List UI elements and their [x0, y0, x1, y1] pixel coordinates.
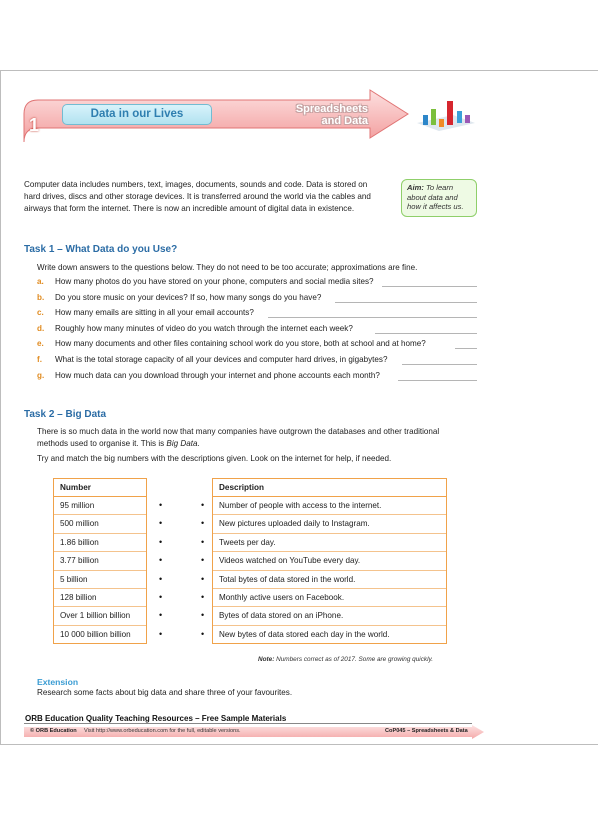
footer-product-code: CoP045 – Spreadsheets & Data	[385, 728, 468, 734]
answer-line[interactable]	[382, 286, 477, 287]
match-dot-left[interactable]: •	[159, 518, 163, 529]
task1-heading: Task 1 – What Data do you Use?	[24, 244, 178, 255]
question-letter: e.	[37, 339, 44, 349]
bar-chart-illustration-icon	[413, 95, 477, 135]
answer-line[interactable]	[375, 333, 477, 334]
subject-line-1: Spreadsheets	[295, 103, 368, 115]
task2-paragraph-b: .	[197, 438, 200, 448]
description-cell: Monthly active users on Facebook.	[213, 589, 446, 607]
number-cell: 3.77 billion	[54, 552, 146, 570]
extension-heading: Extension	[37, 677, 79, 687]
match-dot-left[interactable]: •	[159, 536, 163, 547]
question-row	[37, 355, 477, 367]
match-dot-right[interactable]: •	[201, 500, 205, 510]
answer-line[interactable]	[455, 348, 477, 349]
question-letter: a.	[37, 277, 44, 286]
question-letter: d.	[37, 323, 45, 333]
match-dot-left[interactable]: •	[159, 573, 163, 584]
task2-instructions: Try and match the big numbers with the descriptions given. Look on the internet for help, if needed.	[37, 454, 392, 463]
table-note	[258, 656, 433, 663]
match-dot-right[interactable]: •	[201, 592, 205, 602]
question-row	[37, 339, 477, 351]
number-cell: 500 million	[54, 515, 146, 533]
question-row	[37, 371, 477, 383]
description-header: Description	[213, 479, 446, 497]
footer-copyright: © ORB Education	[30, 728, 77, 734]
number-table	[53, 478, 147, 644]
extension-text: Research some facts about big data and share three of your favourites.	[37, 688, 293, 697]
question-text: What is the total storage capacity of all your devices and computer hard drives, in gigabytes?	[55, 355, 388, 364]
match-dot-right[interactable]: •	[201, 610, 205, 621]
question-text: How many emails are sitting in all your email accounts?	[55, 308, 254, 318]
aim-label: Aim:	[407, 183, 424, 192]
task2-paragraph	[37, 426, 467, 449]
note-label: Note:	[258, 656, 275, 663]
intro-paragraph: Computer data includes numbers, text, images, documents, sounds and code. Data is stored on hard drives, discs and other storage devices. It is transferred around the world via the cables and airways that form the internet. There is now an incredible amount of digital data in existence.	[24, 180, 371, 213]
answer-line[interactable]	[335, 302, 477, 303]
number-cell: 1.86 billion	[54, 534, 146, 552]
match-dot-right[interactable]: •	[201, 628, 205, 639]
description-cell: Tweets per day.	[213, 534, 446, 552]
question-letter: c.	[37, 308, 44, 318]
match-dot-left[interactable]: •	[159, 500, 163, 510]
number-cell: 10 000 billion billion	[60, 629, 131, 639]
task2-heading: Task 2 – Big Data	[24, 409, 107, 420]
number-cell: Over 1 billion billion	[54, 607, 146, 625]
description-cell: Total bytes of data stored in the world.	[213, 571, 446, 589]
answer-line[interactable]	[268, 317, 477, 318]
question-row	[37, 277, 477, 289]
match-dot-right[interactable]: •	[201, 573, 205, 584]
footer-title: ORB Education Quality Teaching Resources – Free Sample Materials	[25, 714, 287, 723]
question-text: How much data can you download through your internet and phone accounts each month?	[55, 370, 380, 380]
description-cell: New bytes of data stored each day in the world.	[219, 629, 390, 639]
number-header: Number	[54, 479, 146, 497]
task2-paragraph-a: There is so much data in the world now that many companies have outgrown the databases and other traditional methods used to organise it. This is	[37, 427, 440, 448]
subject-line-2: and Data	[321, 115, 368, 127]
match-dot-left[interactable]: •	[159, 592, 163, 602]
aim-callout	[401, 179, 477, 217]
answer-line[interactable]	[398, 380, 477, 381]
match-dot-right[interactable]: •	[201, 555, 205, 566]
description-cell: New pictures uploaded daily to Instagram.	[213, 515, 446, 533]
match-dot-right[interactable]: •	[201, 536, 205, 547]
number-cell: 128 billion	[54, 589, 146, 607]
footer-divider	[24, 723, 472, 724]
question-row	[37, 308, 477, 320]
description-cell: Videos watched on YouTube every day.	[213, 552, 446, 570]
question-row	[37, 324, 477, 336]
description-cell: Bytes of data stored on an iPhone.	[213, 607, 446, 625]
question-letter: g.	[37, 370, 45, 380]
footer-visit-link[interactable]: Visit http://www.orbeducation.com for the full, editable versions.	[84, 728, 241, 734]
description-table	[212, 478, 447, 644]
aim-text: To learn about data and how it affects us.	[407, 183, 464, 211]
match-dot-left[interactable]: •	[159, 628, 163, 639]
question-text: How many photos do you have stored on your phone, computers and social media sites?	[55, 277, 374, 286]
unit-number: 1	[29, 115, 40, 135]
question-letter: f.	[37, 355, 42, 364]
description-cell: Number of people with access to the internet.	[213, 497, 446, 515]
question-row	[37, 293, 477, 305]
answer-line[interactable]	[402, 364, 477, 365]
note-text: Numbers correct as of 2017. Some are growing quickly.	[274, 656, 433, 663]
subject-title	[272, 103, 368, 127]
question-letter: b.	[37, 292, 45, 302]
match-dot-left[interactable]: •	[159, 555, 163, 566]
number-cell: 5 billion	[54, 571, 146, 589]
task1-instructions: Write down answers to the questions below. They do not need to be too accurate; approximations are fine.	[37, 263, 418, 272]
match-dot-left[interactable]: •	[159, 610, 163, 621]
big-data-term: Big Data	[166, 438, 198, 448]
match-dot-right[interactable]: •	[201, 518, 205, 529]
question-text: Do you store music on your devices? If so, how many songs do you have?	[55, 292, 322, 302]
number-cell: 95 million	[54, 497, 146, 515]
question-text: Roughly how many minutes of video do you watch through the internet each week?	[55, 323, 353, 333]
page-title: Data in our Lives	[62, 104, 212, 125]
question-text: How many documents and other files containing school work do you store, both at school and at home?	[55, 339, 426, 349]
